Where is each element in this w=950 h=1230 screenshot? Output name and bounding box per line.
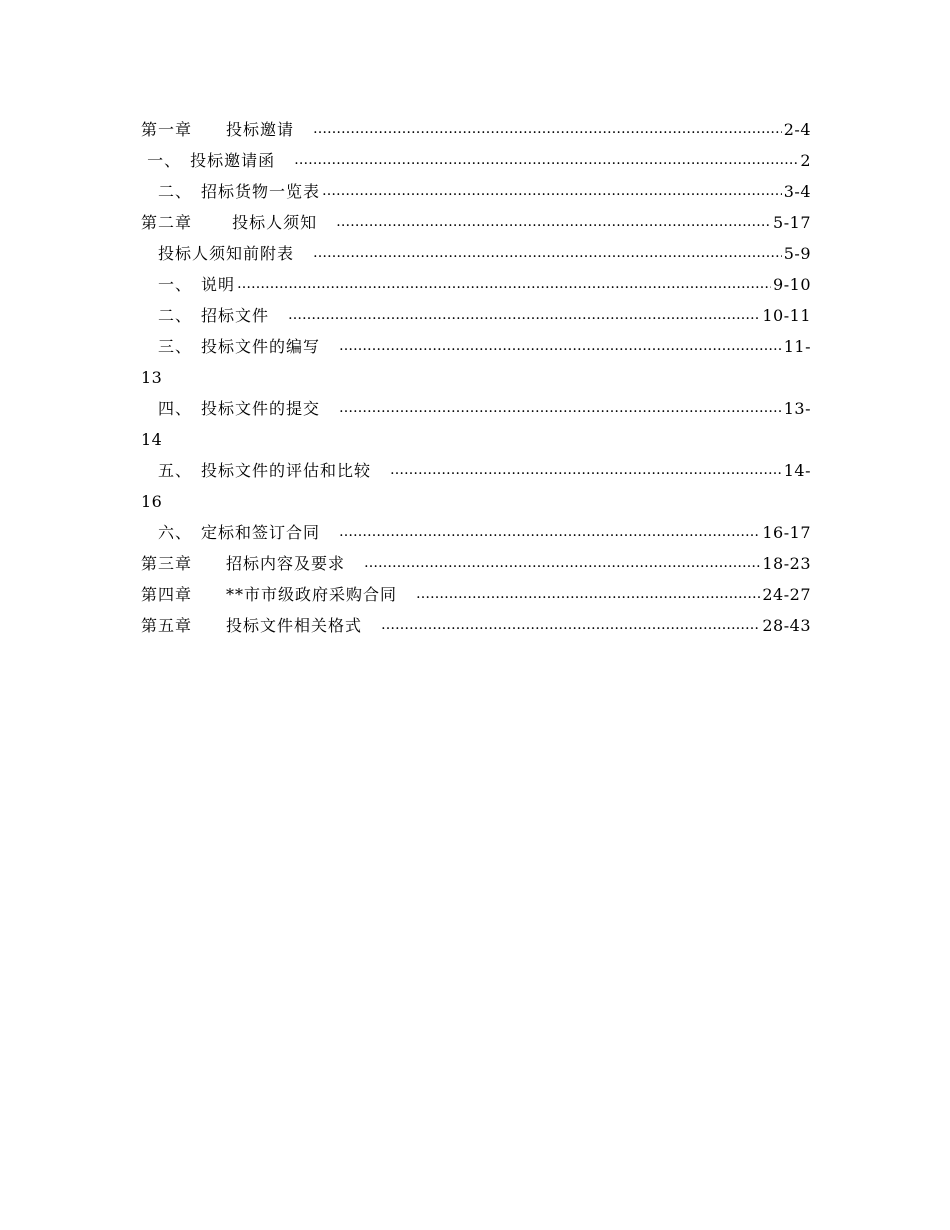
toc-dot-leader (390, 455, 782, 486)
toc-entry-page: 3-4 (783, 182, 811, 201)
toc-entry-page-continuation: 13 (141, 368, 163, 387)
toc-entry-title: 四、 投标文件的提交 (141, 399, 338, 418)
toc-entry-page: 11- (783, 337, 811, 356)
toc-entry-title: 投标人须知前附表 (141, 244, 312, 263)
toc-entry-page: 28-43 (762, 616, 811, 635)
toc-entry (141, 579, 811, 610)
toc-entry-page: 2-4 (783, 120, 811, 139)
toc-dot-leader (313, 114, 782, 145)
toc-entry-title: 第四章 **市市级政府采购合同 (141, 585, 415, 604)
toc-entry-title: 二、 招标文件 (141, 306, 287, 325)
toc-entry (141, 269, 811, 300)
toc-entry-page-continuation: 16 (141, 492, 163, 511)
toc-entry (141, 207, 811, 238)
toc-entry (141, 238, 811, 269)
toc-entry (141, 300, 811, 331)
toc-entry (141, 548, 811, 579)
toc-entry (141, 610, 811, 641)
toc-entry-title: 三、 投标文件的编写 (141, 337, 338, 356)
toc-entry-page: 5-17 (773, 213, 811, 232)
toc-dot-leader (237, 269, 771, 300)
toc-dot-leader (339, 393, 782, 424)
toc-dot-leader (313, 238, 782, 269)
toc-dot-leader (416, 579, 760, 610)
toc-dot-leader (339, 517, 760, 548)
toc-entry-page: 13- (783, 399, 811, 418)
toc-entry-page: 14- (783, 461, 811, 480)
toc-dot-leader (294, 145, 798, 176)
toc-entry-page: 9-10 (773, 275, 811, 294)
toc-entry-title: 一、 投标邀请函 (141, 151, 293, 170)
toc-entry-title: 第二章 投标人须知 (141, 213, 335, 232)
toc-entry-title: 六、 定标和签订合同 (141, 523, 338, 542)
toc-entry-page: 5-9 (783, 244, 811, 263)
table-of-contents (141, 114, 811, 641)
toc-entry-page-continuation: 14 (141, 430, 163, 449)
toc-entry (141, 393, 811, 424)
toc-entry-page: 10-11 (762, 306, 811, 325)
toc-entry (141, 176, 811, 207)
toc-entry-page: 16-17 (762, 523, 811, 542)
toc-entry (141, 331, 811, 362)
toc-entry-title: 一、 说明 (141, 275, 236, 294)
toc-entry-page: 18-23 (762, 554, 811, 573)
toc-entry (141, 114, 811, 145)
toc-entry-title: 二、 招标货物一览表 (141, 182, 321, 201)
toc-entry-page: 2 (800, 151, 811, 170)
toc-entry-title: 第一章 投标邀请 (141, 120, 312, 139)
toc-dot-leader (336, 207, 771, 238)
toc-entry (141, 517, 811, 548)
toc-dot-leader (364, 548, 760, 579)
toc-entry-title: 第三章 招标内容及要求 (141, 554, 363, 573)
toc-entry (141, 455, 811, 486)
toc-entry-title: 五、 投标文件的评估和比较 (141, 461, 389, 480)
toc-dot-leader (322, 176, 782, 207)
toc-dot-leader (288, 300, 760, 331)
toc-entry (141, 145, 811, 176)
toc-dot-leader (381, 610, 760, 641)
toc-entry-title: 第五章 投标文件相关格式 (141, 616, 380, 635)
toc-dot-leader (339, 331, 782, 362)
toc-entry-page: 24-27 (762, 585, 811, 604)
